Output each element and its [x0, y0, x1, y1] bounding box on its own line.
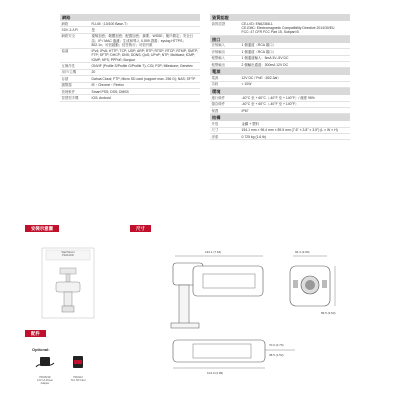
dimensions-section-title: 尺寸 [130, 225, 151, 232]
wall-mount-diagram [38, 246, 98, 321]
table-row: 報警輸出 2 個輸出通道：300mA 12V DC [210, 62, 350, 68]
power-adapter-caption: PFM321D 12V 1A Power Adapter [37, 376, 53, 385]
table-row: SDK & API 是 [60, 27, 200, 33]
install-section-title: 安裝示意圖 [25, 225, 59, 232]
table-row: 保護 IP67 [210, 108, 350, 114]
table-row: 存儲 Dahua Cloud; FTP; Micro SD card (support max. 256 G); NAS; SFTP [60, 76, 200, 82]
table-row: 運行條件 -40°C 至 + 60°C（-40°F 至 + 140°F）/ 濕度 95% [210, 95, 350, 101]
cert-section-header: 資質認證 [210, 14, 350, 21]
table-row: 管理軟件 Smart PSS; DSS; DMSS [60, 89, 200, 95]
table-row: 電源 12V DC / PoE（802.3af） [210, 75, 350, 81]
table-row: 互操作性 ONVIF (Profile S/Profile G/Profile T); CGI; P2P; Milestone; Genetec [60, 63, 200, 69]
network-section-header: 網路 [60, 14, 200, 21]
bottom-dim-label-1: 70.0 (2.76) [269, 343, 284, 347]
cert-spec-table [210, 14, 350, 140]
power-adapter-item [30, 355, 60, 385]
table-row: 功耗 < 10W [210, 82, 350, 88]
power-adapter-icon [34, 355, 56, 369]
table-row: 智慧型手機 IOS; Android [60, 95, 200, 101]
table-row: 音頻輸出 1 個通道（RCA 端口） [210, 49, 350, 55]
side-dim-label: 96.4 (3.80) [295, 250, 310, 254]
table-row: 音頻輸入 1 個通道（RCA 端口） [210, 43, 350, 49]
table-row: 網路 RJ-45（10/100 Base-T） [60, 21, 200, 27]
structure-section-header: 結構 [210, 114, 350, 121]
table-row: 尺寸 194.1 mm × 96.4 mm × 89.5 mm (7.6" × 3.8" × 3.5") (L × W × H) [210, 128, 350, 134]
power-section-header: 電源 [210, 68, 350, 75]
height-dim-label: 89.5 (3.52) [321, 311, 336, 315]
table-row: 報警輸入 1 個通道輸入：5mA 3V–5V DC [210, 56, 350, 62]
top-dim-label: 194.1 (7.64) [205, 250, 222, 254]
table-row: 儲存條件 -40°C 至 + 60°C（-40°F 至 + 140°F） [210, 102, 350, 108]
table-row: 協議 IPv4; IPv6; HTTP; TCP; UDP; ARP; RTP; RTSP; RTCP; RTMP; SMTP; FTP; SFTP; DHCP; DNS; DDNS; QoS; UPnP; NTP; Multicast; ICMP; IGMP; NFS; PPPoE; Bonjour [61, 49, 199, 62]
camera-dimension-illustration [145, 238, 345, 378]
table-row: 外殼 金屬 + 塑料 [210, 121, 350, 127]
bottom-dim-label-3: 104.0 (4.09) [207, 371, 224, 375]
table-row: 淨重 0.725 kg (1.6 lb) [210, 134, 350, 140]
environment-section-header: 環境 [210, 88, 350, 95]
accessories-section-title: 配件 [25, 330, 46, 337]
mount-label: Wall Mount PFA121W [61, 251, 75, 258]
network-rows [60, 21, 200, 102]
table-row: 資質認證 CE-LVD: EN62368-1 CE-EMC: Electromagnetic Compatibility Directive 2014/30/EU FCC: 47 CFR FCC Part 15, Subpart B [210, 21, 350, 36]
table-row: 網路安全 視頻加密；韌體加密；配置加密；摘要；WSSE；帳戶鎖定；安全日誌；IP / MAC 過濾；生成和導入 X.509 證書；syslog HTTPS；802.1x；可信啟動；信任執行；可信升級 [60, 34, 200, 49]
sd-card-icon [71, 355, 85, 369]
port-section-header: 接口 [210, 36, 350, 43]
table-row: 瀏覽器 IE・Chrome・Firefox [60, 83, 200, 89]
accessories-optional-label: Optional: [32, 347, 50, 352]
sd-card-item [63, 355, 93, 382]
table-row: 用戶/主機 20 [60, 70, 200, 76]
bottom-dim-label-2: 38.5 (1.52) [269, 353, 284, 357]
sd-card-caption: PFM114 TLC SD Card [70, 376, 86, 382]
network-spec-table [60, 14, 200, 102]
dimension-drawing [145, 238, 345, 378]
